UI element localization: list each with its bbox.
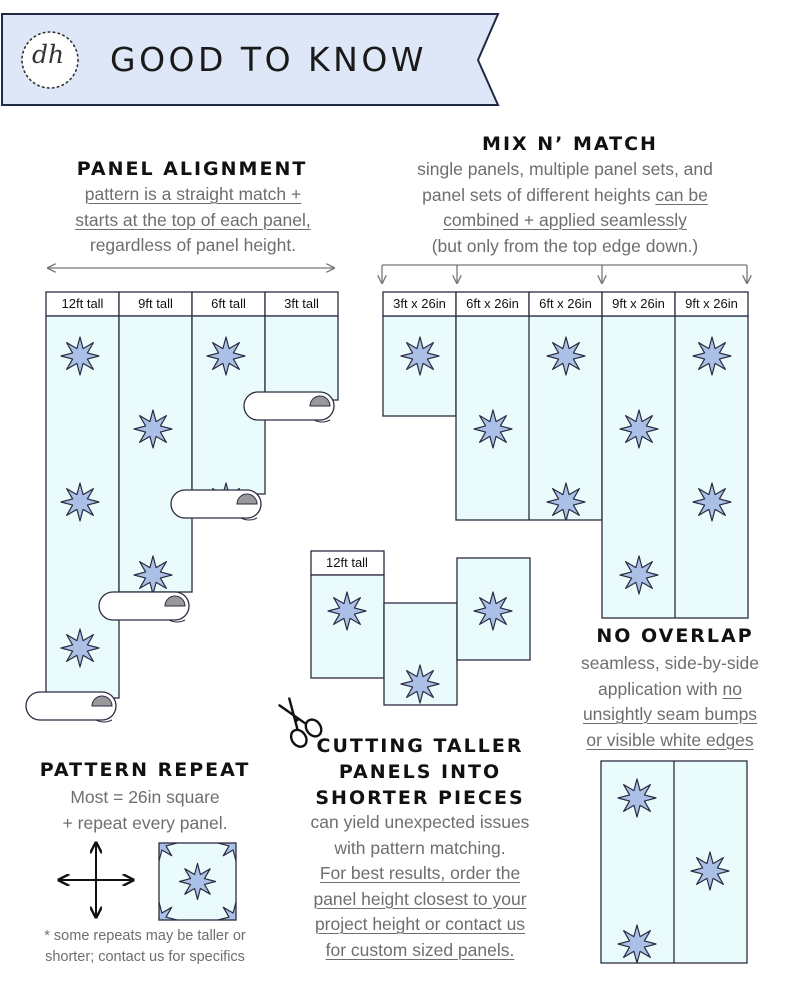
panel-alignment-line-3: regardless of panel height.	[89, 235, 297, 255]
star-motif	[620, 410, 658, 448]
no-overlap-line-3: unsightly seam bumps	[582, 704, 758, 724]
mix-match-line-1: single panels, multiple panel sets, and	[417, 159, 713, 179]
panel-alignment-panel	[119, 316, 192, 594]
panel-alignment-panel	[46, 316, 119, 698]
star-motif	[693, 483, 731, 521]
cutting-description	[270, 810, 570, 963]
panel-alignment-label-4: 3ft tall	[284, 296, 319, 311]
pattern-repeat-line-2: + repeat every panel.	[62, 812, 228, 833]
mix-match-label-5: 9ft x 26in	[685, 296, 738, 311]
mix-match-label-4: 9ft x 26in	[612, 296, 665, 311]
rolled-paper-icon	[244, 392, 334, 422]
cutting-line-2: with pattern matching.	[334, 837, 506, 858]
mix-match-label-1: 3ft x 26in	[393, 296, 446, 311]
star-motif	[401, 337, 439, 375]
cut-piece-1	[311, 575, 384, 678]
star-motif	[618, 779, 656, 817]
rolled-paper-icon	[171, 490, 261, 520]
no-overlap-description	[545, 651, 794, 753]
page-title: GOOD TO KNOW	[110, 40, 427, 79]
star-motif	[547, 337, 585, 375]
cutting-line-1: can yield unexpected issues	[310, 812, 530, 832]
panel-alignment-description	[40, 182, 346, 259]
panel-alignment-label-3: 6ft tall	[211, 296, 246, 311]
cut-piece-2	[384, 603, 457, 705]
cutting-line-5: project height or contact us	[314, 914, 526, 934]
star-motif	[61, 337, 99, 375]
cutting-line-4: panel height closest to your	[313, 888, 527, 909]
pattern-repeat-footnote	[10, 926, 280, 968]
star-motif	[401, 665, 439, 703]
panel-alignment-label-2: 9ft tall	[138, 296, 173, 311]
brand-logo: dh	[31, 40, 65, 69]
cutting-line-6: for custom sized panels.	[325, 939, 515, 960]
mix-match-panel-3ft	[383, 316, 456, 416]
no-overlap-line-1: seamless, side-by-side	[581, 653, 759, 673]
mix-match-label-2: 6ft x 26in	[466, 296, 519, 311]
star-pattern	[141, 825, 254, 938]
mix-match-description	[370, 157, 760, 259]
cutting-heading-line-1: CUTTING TALLER	[316, 735, 524, 757]
mix-match-line-3: combined + applied seamlessly	[443, 210, 687, 230]
star-pattern	[401, 665, 439, 703]
cutting-heading-line-3: SHORTER PIECES	[315, 787, 525, 809]
panel-alignment-heading: PANEL ALIGNMENT	[76, 158, 308, 180]
rolled-paper-icon	[99, 592, 189, 622]
pattern-repeat-tile	[141, 825, 254, 938]
star-motif	[474, 410, 512, 448]
footnote-line-1: * some repeats may be taller or	[44, 928, 246, 944]
star-motif	[620, 556, 658, 594]
panel-background	[119, 316, 192, 592]
panel-alignment-label-1: 12ft tall	[61, 296, 104, 311]
pattern-repeat-heading: PATTERN REPEAT	[39, 759, 251, 781]
star-motif	[474, 592, 512, 630]
star-motif	[180, 864, 216, 900]
no-overlap-line-4: or visible white edges	[586, 729, 754, 750]
star-motif	[691, 852, 729, 890]
star-motif	[547, 483, 585, 521]
mix-match-line-4: (but only from the top edge down.)	[431, 235, 699, 256]
panel-alignment-line-1: pattern is a straight match +	[84, 184, 302, 204]
no-overlap-line-2a: application with	[598, 678, 723, 699]
footnote-line-2: shorter; contact us for specifics	[45, 949, 245, 965]
pattern-repeat-description	[20, 785, 270, 836]
mix-match-line-2b: can be	[655, 184, 708, 205]
star-motif	[134, 410, 172, 448]
mix-match-label-3: 6ft x 26in	[539, 296, 592, 311]
star-pattern	[401, 337, 439, 375]
cutting-heading	[300, 733, 540, 811]
star-motif	[618, 925, 656, 963]
mix-match-line-2a: panel sets of different heights	[422, 184, 656, 205]
no-overlap-heading: NO OVERLAP	[596, 625, 754, 647]
panel-alignment-line-2: starts at the top of each panel,	[75, 209, 311, 230]
no-overlap-line-2	[545, 677, 794, 703]
cutting-heading-line-2: PANELS INTO	[338, 761, 502, 783]
no-overlap-line-2b: no	[722, 678, 742, 699]
cutting-label: 12ft tall	[326, 555, 368, 570]
cutting-line-3: For best results, order the	[319, 863, 521, 883]
star-motif	[61, 483, 99, 521]
cut-piece-3	[457, 558, 530, 660]
rolled-paper-icon	[26, 692, 116, 722]
panel-alignment-panel	[265, 316, 338, 400]
panel-background	[265, 316, 338, 400]
star-motif	[61, 629, 99, 667]
star-pattern	[328, 592, 366, 630]
star-pattern	[474, 592, 512, 630]
star-motif	[207, 337, 245, 375]
mix-match-heading: MIX N’ MATCH	[482, 133, 658, 155]
star-motif	[693, 337, 731, 375]
mix-match-line-2	[370, 183, 760, 209]
pattern-repeat-line-1: Most = 26in square	[70, 787, 220, 807]
star-motif	[328, 592, 366, 630]
star-motif	[134, 556, 172, 594]
